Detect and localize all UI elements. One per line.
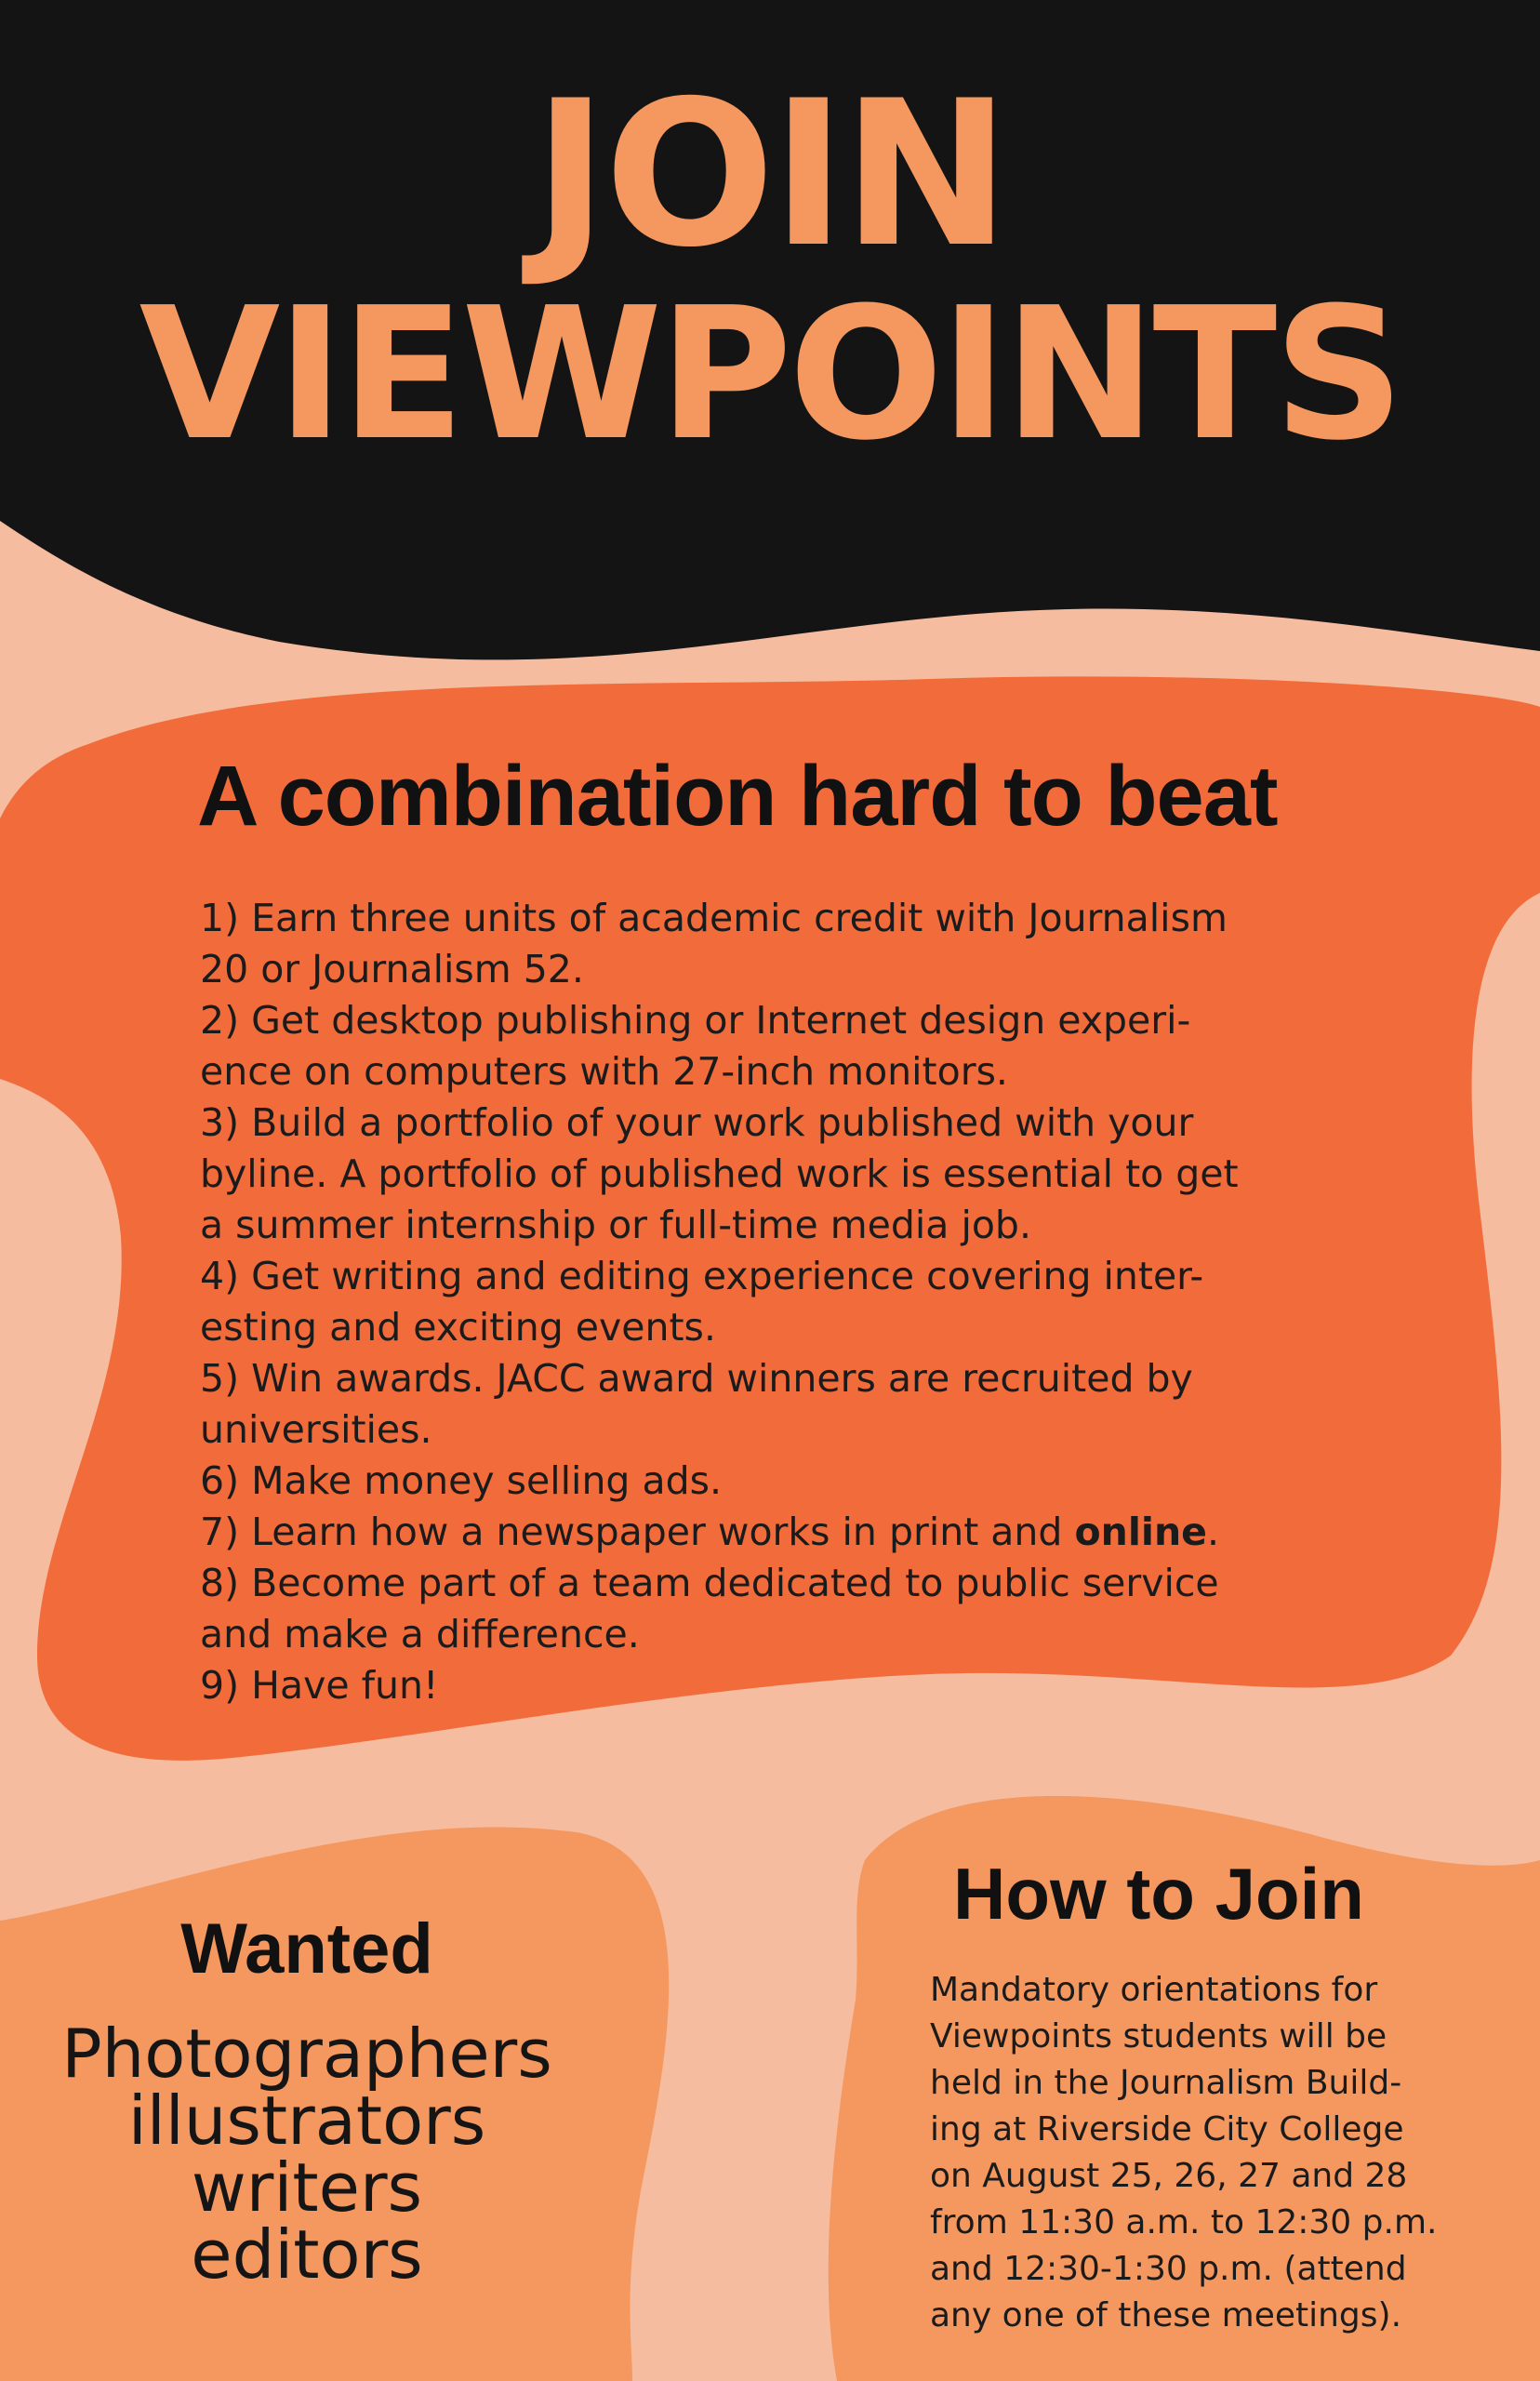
title-viewpoints: VIEWPOINTS	[139, 269, 1401, 481]
join-line: from 11:30 a.m. to 12:30 p.m.	[930, 2203, 1438, 2241]
join-line: Viewpoints students will be	[930, 2017, 1387, 2055]
title-join: JOIN	[533, 58, 1007, 291]
list-line: 4) Get writing and editing experience covering inter-	[200, 1254, 1204, 1298]
join-line: held in the Journalism Build-	[930, 2064, 1402, 2102]
role-illustrators: illustrators	[127, 2082, 486, 2160]
list-line: 8) Become part of a team dedicated to public service	[200, 1561, 1219, 1605]
list-line: 20 or Journalism 52.	[200, 947, 584, 991]
benefits-list	[200, 893, 1427, 1711]
wanted-heading: Wanted	[180, 1909, 433, 1989]
role-editors: editors	[191, 2215, 423, 2294]
join-line: any one of these meetings).	[930, 2296, 1402, 2334]
join-line: on August 25, 26, 27 and 28	[930, 2157, 1408, 2195]
list-line: 6) Make money selling ads.	[200, 1458, 723, 1503]
list-line: 2) Get desktop publishing or Internet design experi-	[200, 998, 1191, 1043]
list-line: byline. A portfolio of published work is essential to get	[200, 1151, 1239, 1196]
list-line-item-7	[200, 1507, 1427, 1558]
combination-heading: A combination hard to beat	[197, 749, 1278, 844]
item7-text: 7) Learn how a newspaper works in print and	[200, 1510, 1075, 1554]
list-line: 5) Win awards. JACC award winners are recruited by	[200, 1356, 1193, 1401]
list-line: and make a difference.	[200, 1612, 640, 1656]
join-line: ing at Riverside City College	[930, 2110, 1404, 2148]
item7-period: .	[1206, 1510, 1219, 1554]
item7-bold-online: online	[1074, 1510, 1207, 1554]
how-to-join-heading: How to Join	[953, 1853, 1364, 1935]
role-photographers: Photographers	[61, 2015, 552, 2093]
list-line: a summer internship or full-time media job.	[200, 1203, 1031, 1247]
role-writers: writers	[191, 2148, 423, 2227]
wanted-roles	[0, 2015, 614, 2294]
list-line: esting and exciting events.	[200, 1305, 716, 1350]
join-line: Mandatory orientations for	[930, 1971, 1378, 2009]
join-line: and 12:30-1:30 p.m. (attend	[930, 2250, 1407, 2288]
list-line: 9) Have fun!	[200, 1663, 439, 1708]
list-line: universities.	[200, 1407, 432, 1452]
list-line: 1) Earn three units of academic credit with Journalism	[200, 896, 1228, 940]
list-line: ence on computers with 27-inch monitors.	[200, 1049, 1008, 1094]
how-to-join-text	[930, 1967, 1497, 2339]
list-line: 3) Build a portfolio of your work published with your	[200, 1100, 1194, 1145]
